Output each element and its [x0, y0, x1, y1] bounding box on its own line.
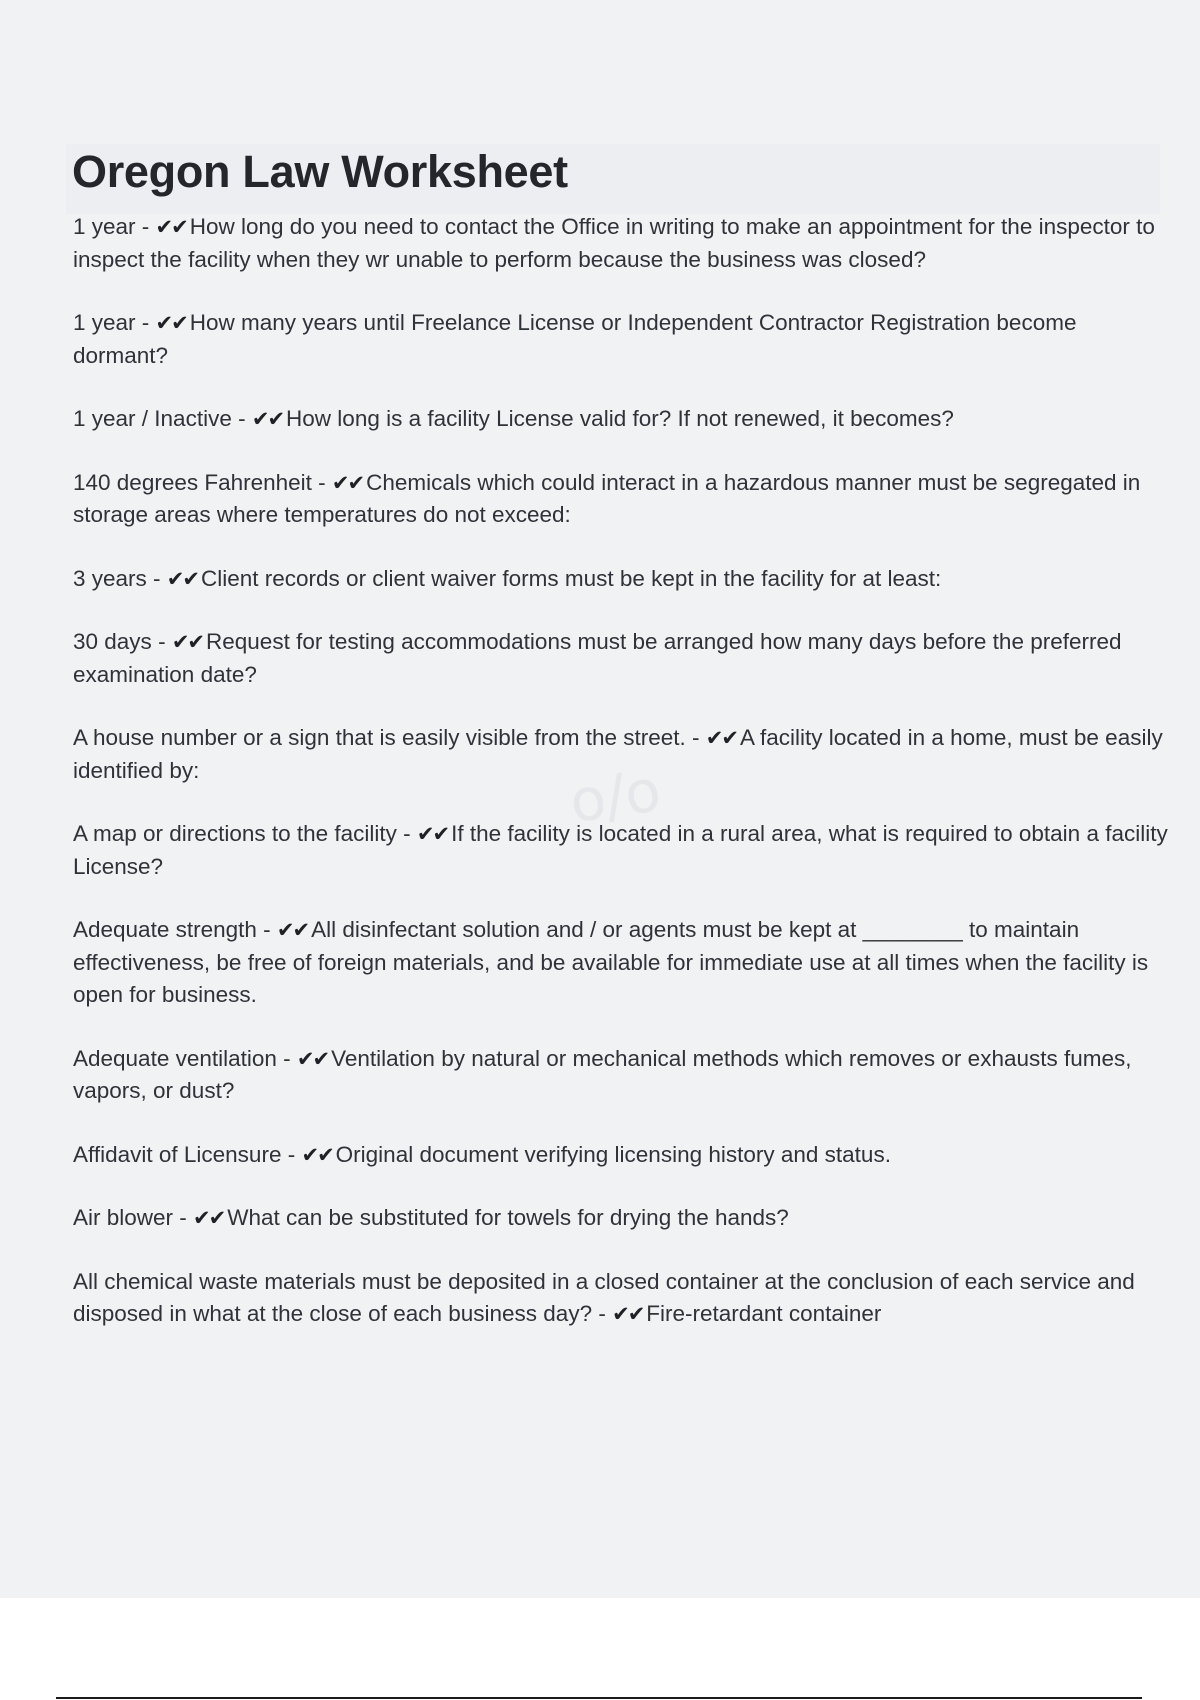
footer-divider [56, 1697, 1142, 1699]
separator: - [231, 406, 252, 431]
question-text: How long is a facility License valid for? If not renewed, it becomes? [286, 406, 954, 431]
answer-text: 1 year / Inactive [73, 406, 232, 431]
double-check-icon: ✔✔ [166, 566, 198, 591]
double-check-icon: ✔✔ [276, 918, 309, 942]
question-text: Request for testing accommodations must be arranged how many days before the preferred examination date? [73, 629, 1122, 687]
question-text: Chemicals which could interact in a hazardous manner must be segregated in storage areas where temperatures do not exceed: [73, 469, 1141, 527]
double-check-icon: ✔✔ [331, 470, 364, 495]
answer-text: Affidavit of Licensure [73, 1141, 282, 1167]
question-text: A facility located in a home, must be easily identified by: [73, 725, 1163, 783]
question-text: Client records or client waiver forms must be kept in the facility for at least: [201, 565, 942, 591]
question-text: Original document verifying licensing history and status. [335, 1141, 891, 1167]
separator: - [281, 1141, 302, 1167]
double-check-icon: ✔✔ [155, 311, 187, 335]
qa-item [73, 211, 1168, 276]
double-check-icon: ✔✔ [612, 1302, 644, 1326]
separator: - [146, 565, 167, 591]
double-check-icon: ✔✔ [171, 630, 204, 654]
qa-item [73, 563, 1168, 596]
qa-item [73, 626, 1168, 691]
qa-list [73, 211, 1168, 1362]
separator: - [276, 1045, 297, 1071]
qa-item [73, 1266, 1168, 1331]
double-check-icon: ✔✔ [251, 407, 284, 431]
qa-item [73, 722, 1168, 787]
question-text: All disinfectant solution and / or agents must be kept at ________ to maintain effectiveness, be free of foreign materials, and be available for immediate use at all times when the facility is open for business. [73, 917, 1149, 1007]
answer-text: Air blower [73, 1205, 174, 1230]
qa-item [73, 818, 1168, 883]
question-text: What can be substituted for towels for drying the hands? [227, 1205, 789, 1230]
double-check-icon: ✔✔ [416, 822, 449, 846]
double-check-icon: ✔✔ [296, 1046, 329, 1071]
answer-text: Adequate strength [73, 917, 257, 942]
double-check-icon: ✔✔ [705, 726, 737, 750]
separator: - [135, 310, 156, 335]
qa-item [73, 403, 1168, 436]
qa-item [73, 914, 1168, 1012]
qa-item [73, 307, 1168, 372]
separator: - [256, 917, 277, 942]
answer-text: 140 degrees Fahrenheit [73, 469, 312, 495]
separator: - [151, 629, 172, 654]
separator: - [135, 214, 156, 239]
answer-text: 1 year [73, 214, 136, 239]
answer-text: A map or directions to the facility [73, 821, 397, 846]
question-text: If the facility is located in a rural area, what is required to obtain a facility License? [73, 821, 1168, 879]
separator: - [592, 1301, 613, 1326]
question-text: How long do you need to contact the Office in writing to make an appointment for the inspector to inspect the facility when they wr unable to perform because the business was closed? [73, 214, 1155, 272]
question-text: Fire-retardant container [646, 1301, 882, 1326]
separator: - [685, 725, 706, 750]
answer-text: All chemical waste materials must be deposited in a closed container at the conclusion of each service and disposed in what at the close of each business day? [73, 1268, 1135, 1326]
qa-item [73, 467, 1168, 532]
double-check-icon: ✔✔ [155, 215, 187, 239]
question-text: How many years until Freelance License or Independent Contractor Registration become dormant? [73, 310, 1077, 368]
separator: - [173, 1205, 194, 1230]
separator: - [396, 821, 417, 846]
page-title: Oregon Law Worksheet [72, 146, 568, 197]
separator: - [311, 469, 332, 495]
double-check-icon: ✔✔ [301, 1142, 333, 1167]
qa-item [73, 1043, 1168, 1108]
answer-text: A house number or a sign that is easily visible from the street. [73, 725, 686, 750]
answer-text: Adequate ventilation [73, 1045, 277, 1071]
double-check-icon: ✔✔ [193, 1206, 225, 1230]
question-text: Ventilation by natural or mechanical methods which removes or exhausts fumes, vapors, or dust? [73, 1045, 1132, 1103]
qa-item [73, 1202, 1168, 1235]
answer-text: 3 years [73, 565, 147, 591]
watermark: o/o [565, 756, 665, 836]
answer-text: 1 year [73, 310, 136, 335]
answer-text: 30 days [73, 629, 152, 654]
qa-item [73, 1139, 1168, 1172]
